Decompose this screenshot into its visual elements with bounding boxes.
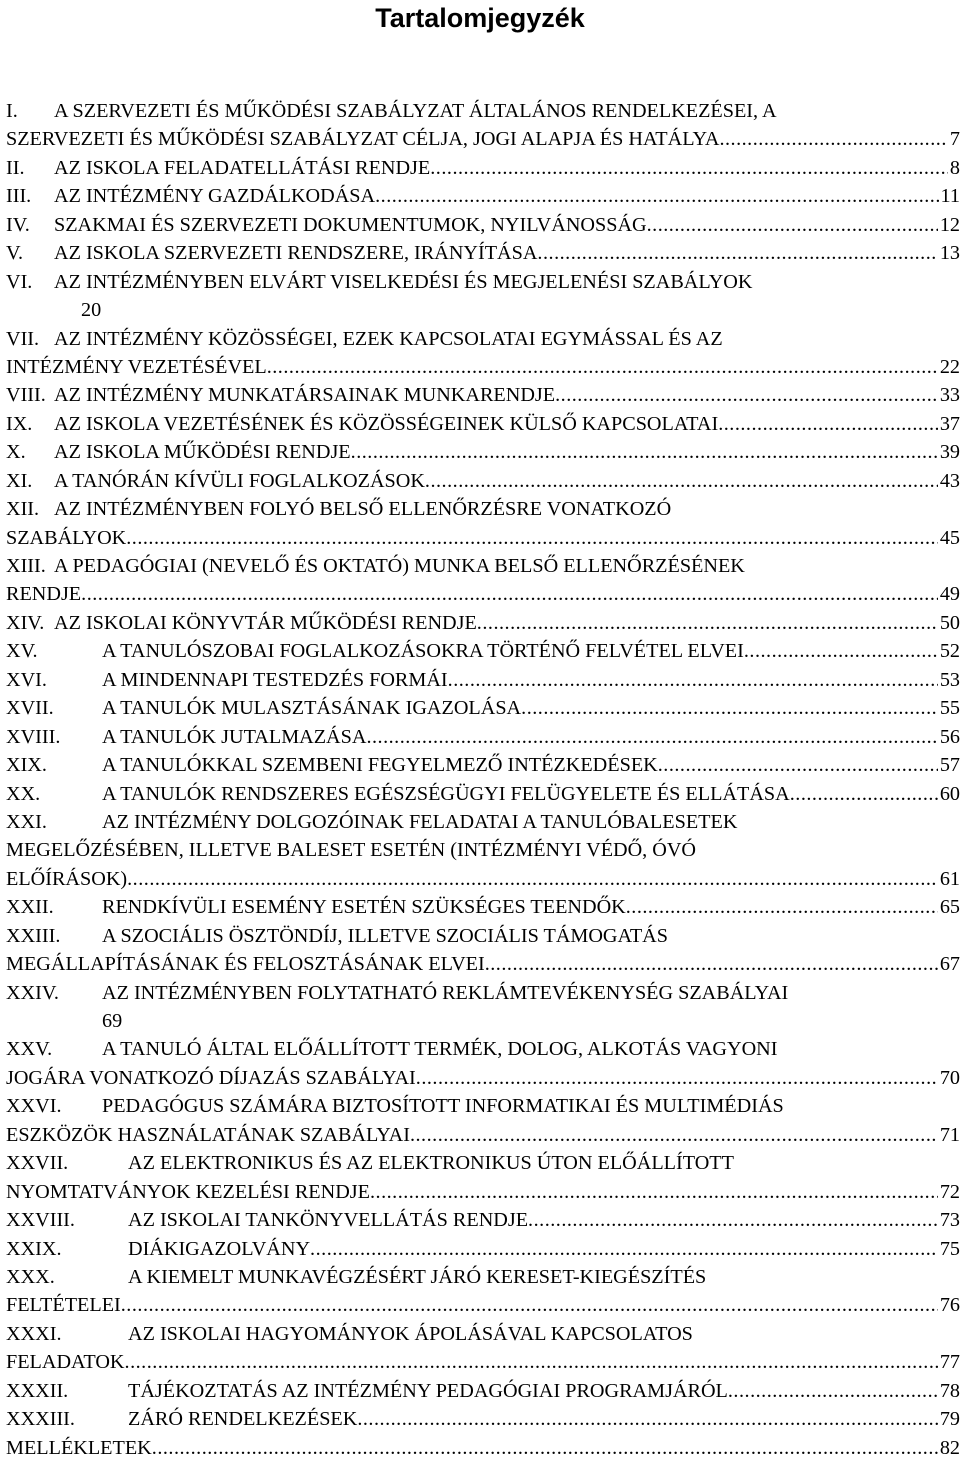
toc-entry-title: AZ ISKOLA FELADATELLÁTÁSI RENDJE xyxy=(54,156,431,179)
dot-leader xyxy=(370,1181,938,1203)
dot-leader xyxy=(425,470,938,492)
toc-entry-line xyxy=(6,1121,960,1149)
toc-entry-number: I. xyxy=(6,100,18,122)
toc-entry-title: SZAKMAI ÉS SZERVEZETI DOKUMENTUMOK, NYILVÁNOSSÁG xyxy=(54,213,647,236)
toc-entry[interactable] xyxy=(6,979,960,1036)
toc-entry-title: RENDJE xyxy=(6,583,82,606)
toc-entry-page-number: 22 xyxy=(939,355,960,378)
toc-entry-line xyxy=(6,239,960,267)
toc-entry[interactable] xyxy=(6,1405,960,1433)
dot-leader xyxy=(626,896,938,918)
toc-entry-page-number: 12 xyxy=(939,213,960,236)
toc-entry-title: A TANULÓK RENDSZERES EGÉSZSÉGÜGYI FELÜGYELETE ÉS ELLÁTÁSA xyxy=(102,782,790,805)
toc-entry-number: XVIII. xyxy=(6,725,61,748)
dot-leader xyxy=(528,1209,938,1231)
toc-entry[interactable] xyxy=(6,1206,960,1234)
toc-entry-line xyxy=(6,666,960,694)
toc-entry-line xyxy=(6,211,960,239)
toc-entry-line xyxy=(6,1178,960,1206)
toc-entry-line xyxy=(6,268,960,296)
dot-leader xyxy=(81,583,938,605)
toc-entry-title: A SZOCIÁLIS ÖSZTÖNDÍJ, ILLETVE SZOCIÁLIS TÁMOGATÁS xyxy=(102,924,668,947)
toc-entry[interactable] xyxy=(6,552,960,609)
toc-entry-title: DIÁKIGAZOLVÁNY xyxy=(128,1237,311,1260)
toc-entry[interactable] xyxy=(6,182,960,210)
toc-entry-line xyxy=(6,381,960,409)
toc-entry[interactable] xyxy=(6,780,960,808)
toc-entry[interactable] xyxy=(6,723,960,751)
dot-leader xyxy=(477,612,938,634)
toc-entry-title: MEGÁLLAPÍTÁSÁNAK ÉS FELOSZTÁSÁNAK ELVEI xyxy=(6,953,485,976)
toc-entry[interactable] xyxy=(6,1320,960,1377)
toc-entry-title: AZ ISKOLAI KÖNYVTÁR MŰKÖDÉSI RENDJE xyxy=(54,611,477,634)
toc-entry-number: XV. xyxy=(6,640,38,663)
toc-entry-title: A PEDAGÓGIAI (NEVELŐ ÉS OKTATÓ) MUNKA BELSŐ ELLENŐRZÉSÉNEK xyxy=(54,555,745,577)
toc-entry-line xyxy=(6,580,960,608)
dot-leader xyxy=(375,185,938,207)
toc-entry-title: AZ ISKOLAI TANKÖNYVELLÁTÁS RENDJE xyxy=(128,1209,529,1232)
toc-entry-line xyxy=(6,410,960,438)
toc-entry-line xyxy=(6,1149,960,1177)
toc-entry-line xyxy=(6,694,960,722)
toc-entry-line xyxy=(6,1235,960,1263)
toc-entry-page-number: 76 xyxy=(939,1294,960,1317)
toc-entry-title: PEDAGÓGUS SZÁMÁRA BIZTOSÍTOTT INFORMATIKAI ÉS MULTIMÉDIÁS xyxy=(102,1095,784,1118)
toc-entry-line xyxy=(6,495,960,523)
toc-entry-title: A SZERVEZETI ÉS MŰKÖDÉSI SZABÁLYZAT ÁLTALÁNOS RENDELKEZÉSEI, A xyxy=(54,100,777,122)
toc-entry-number: XXI. xyxy=(6,810,47,833)
toc-entry-number: XXXI. xyxy=(6,1322,62,1345)
toc-entry-line xyxy=(6,97,960,125)
toc-entry-title: AZ INTÉZMÉNY KÖZÖSSÉGEI, EZEK KAPCSOLATAI EGYMÁSSAL ÉS AZ xyxy=(54,327,723,350)
toc-entry-title: AZ ISKOLA SZERVEZETI RENDSZERE, IRÁNYÍTÁSA xyxy=(54,242,538,265)
toc-entry[interactable] xyxy=(6,893,960,921)
toc-entry-line xyxy=(6,1035,960,1063)
toc-entry-line xyxy=(6,808,960,836)
toc-entry-line xyxy=(6,637,960,665)
toc-entry-line xyxy=(6,353,960,381)
dot-leader xyxy=(126,527,938,549)
toc-entry[interactable] xyxy=(6,609,960,637)
toc-entry-number: XXIX. xyxy=(6,1237,62,1260)
toc-entry[interactable] xyxy=(6,211,960,239)
toc-entry[interactable] xyxy=(6,239,960,267)
toc-entry-number: VIII. xyxy=(6,384,46,407)
toc-entry-page-number: 77 xyxy=(939,1351,960,1374)
toc-entry-page-number: 53 xyxy=(939,668,960,691)
toc-entry[interactable] xyxy=(6,922,960,979)
table-of-contents xyxy=(6,97,960,1462)
toc-entry-number: VI. xyxy=(6,270,33,293)
toc-entry-line xyxy=(6,467,960,495)
dot-leader xyxy=(658,754,938,776)
dot-leader xyxy=(790,783,938,805)
dot-leader xyxy=(416,1067,938,1089)
toc-entry-number: VII. xyxy=(6,327,40,350)
toc-entry-title: A TANULÓ ÁLTAL ELŐÁLLÍTOTT TERMÉK, DOLOG, ALKOTÁS VAGYONI xyxy=(102,1038,778,1061)
toc-entry-number: XIX. xyxy=(6,754,47,777)
toc-entry-page-number: 60 xyxy=(939,782,960,805)
toc-entry-line xyxy=(6,1092,960,1120)
toc-entry-title: A TANULÓK MULASZTÁSÁNAK IGAZOLÁSA xyxy=(102,697,522,720)
toc-entry-page-number: 49 xyxy=(939,583,960,606)
toc-entry[interactable] xyxy=(6,1235,960,1263)
toc-entry-number: XXXII. xyxy=(6,1379,69,1402)
toc-entry-line xyxy=(6,950,960,978)
toc-entry-title: AZ INTÉZMÉNYBEN FOLYÓ BELSŐ ELLENŐRZÉSRE VONATKOZÓ xyxy=(54,498,672,521)
toc-entry[interactable] xyxy=(6,97,960,154)
dot-leader xyxy=(430,157,948,179)
toc-entry-title: RENDKÍVÜLI ESEMÉNY ESETÉN SZÜKSÉGES TEENDŐK xyxy=(102,896,626,919)
toc-entry[interactable] xyxy=(6,1092,960,1149)
dot-leader xyxy=(267,356,938,378)
toc-entry-line xyxy=(6,922,960,950)
toc-entry-line xyxy=(6,1348,960,1376)
toc-entry-title: A MINDENNAPI TESTEDZÉS FORMÁI xyxy=(102,668,448,691)
toc-entry-title: A TANÓRÁN KÍVÜLI FOGLALKOZÁSOK xyxy=(54,469,425,492)
page-title: Tartalomjegyzék xyxy=(375,3,585,33)
toc-entry-title: SZERVEZETI ÉS MŰKÖDÉSI SZABÁLYZAT CÉLJA, JOGI ALAPJA ÉS HATÁLYA xyxy=(6,128,720,151)
dot-leader xyxy=(485,953,938,975)
toc-entry-page-number: 20 xyxy=(81,299,102,322)
toc-entry-title: ELŐÍRÁSOK) xyxy=(6,867,128,890)
toc-entry-page-number: 11 xyxy=(940,185,960,208)
toc-entry-page-number: 8 xyxy=(949,156,960,179)
toc-entry-line xyxy=(6,1291,960,1319)
dot-leader xyxy=(127,868,938,890)
toc-entry-number: V. xyxy=(6,242,24,265)
toc-entry[interactable] xyxy=(6,694,960,722)
toc-entry-page-number: 69 xyxy=(102,1010,123,1032)
toc-entry-line xyxy=(6,780,960,808)
toc-entry[interactable] xyxy=(6,1263,960,1320)
toc-entry-title: SZABÁLYOK xyxy=(6,526,127,549)
toc-entry-page-number: 39 xyxy=(939,441,960,464)
toc-entry-page-number: 70 xyxy=(939,1066,960,1089)
toc-entry-number: XI. xyxy=(6,469,33,492)
toc-entry-page-number: 33 xyxy=(939,384,960,407)
dot-leader xyxy=(351,441,938,463)
toc-entry-number: III. xyxy=(6,185,32,208)
toc-entry[interactable] xyxy=(6,154,960,182)
dot-leader xyxy=(718,413,938,435)
toc-entry-line xyxy=(6,1263,960,1291)
toc-entry-title: AZ ISKOLAI HAGYOMÁNYOK ÁPOLÁSÁVAL KAPCSOLATOS xyxy=(128,1322,693,1345)
dot-leader xyxy=(448,669,938,691)
toc-entry[interactable] xyxy=(6,666,960,694)
toc-entry-number: XVII. xyxy=(6,697,54,720)
toc-entry-number: IX. xyxy=(6,412,33,435)
toc-entry-number: X. xyxy=(6,441,26,464)
dot-leader xyxy=(555,384,938,406)
toc-entry-number: XXIV. xyxy=(6,981,59,1004)
toc-entry-page-number: 43 xyxy=(939,469,960,492)
toc-entry[interactable] xyxy=(6,637,960,665)
toc-entry-title: FELTÉTELEI xyxy=(6,1294,121,1317)
toc-entry-number: XXII. xyxy=(6,896,54,919)
toc-entry-title: AZ INTÉZMÉNYBEN FOLYTATHATÓ REKLÁMTEVÉKENYSÉG SZABÁLYAI xyxy=(102,981,789,1004)
toc-entry-title: FELADATOK xyxy=(6,1351,125,1374)
toc-entry-title: A KIEMELT MUNKAVÉGZÉSÉRT JÁRÓ KERESET-KIEGÉSZÍTÉS xyxy=(128,1265,707,1288)
toc-entry-title: AZ INTÉZMÉNY MUNKATÁRSAINAK MUNKARENDJE xyxy=(54,384,556,407)
toc-entry-page-number: 45 xyxy=(939,526,960,549)
dot-leader xyxy=(125,1351,938,1373)
toc-entry[interactable] xyxy=(6,751,960,779)
toc-entry-title: MEGELŐZÉSÉBEN, ILLETVE BALESET ESETÉN (INTÉZMÉNYI VÉDŐ, ÓVÓ xyxy=(6,839,697,862)
toc-entry-line xyxy=(6,723,960,751)
toc-entry-line xyxy=(6,865,960,893)
toc-entry-title: AZ INTÉZMÉNYBEN ELVÁRT VISELKEDÉSI ÉS MEGJELENÉSI SZABÁLYOK xyxy=(54,270,753,293)
toc-entry-page-number: 50 xyxy=(939,611,960,634)
toc-entry[interactable] xyxy=(6,410,960,438)
toc-entry-line xyxy=(6,836,960,864)
toc-entry[interactable] xyxy=(6,438,960,466)
toc-entry-page-number: 67 xyxy=(939,953,960,976)
toc-entry-page-number: 79 xyxy=(939,1408,960,1431)
toc-entry-title: AZ ISKOLA MŰKÖDÉSI RENDJE xyxy=(54,441,351,464)
toc-entry[interactable] xyxy=(6,808,960,893)
toc-entry-page-number: 78 xyxy=(939,1379,960,1402)
toc-entry[interactable] xyxy=(6,1149,960,1206)
toc-entry[interactable] xyxy=(6,325,960,382)
toc-entry-line xyxy=(6,1320,960,1348)
toc-entry-title: JOGÁRA VONATKOZÓ DÍJAZÁS SZABÁLYAI xyxy=(6,1066,416,1089)
toc-entry-page-number: 13 xyxy=(939,242,960,265)
toc-entry-page-number: 73 xyxy=(939,1209,960,1232)
toc-entry-page-number: 71 xyxy=(939,1123,960,1146)
toc-entry-number: XXVIII. xyxy=(6,1209,75,1232)
toc-entry-title: AZ INTÉZMÉNY GAZDÁLKODÁSA xyxy=(54,185,376,208)
toc-entry[interactable] xyxy=(6,467,960,495)
dot-leader xyxy=(357,1408,937,1430)
toc-entry-line xyxy=(6,524,960,552)
toc-entry-page-number: 61 xyxy=(939,867,960,890)
toc-entry-page-number: 52 xyxy=(939,640,960,663)
toc-entry[interactable] xyxy=(6,495,960,552)
toc-entry-title: A TANULÓKKAL SZEMBENI FEGYELMEZŐ INTÉZKEDÉSEK xyxy=(102,754,658,777)
toc-entry-page-number: 75 xyxy=(939,1237,960,1260)
toc-entry-title: AZ ISKOLA VEZETÉSÉNEK ÉS KÖZÖSSÉGEINEK KÜLSŐ KAPCSOLATAI xyxy=(54,412,719,435)
toc-entry-number: XII. xyxy=(6,498,40,521)
toc-entry-page-number: 82 xyxy=(939,1436,960,1459)
toc-entry-line xyxy=(6,182,960,210)
toc-entry-number: XIII. xyxy=(6,555,46,577)
toc-entry-line xyxy=(6,751,960,779)
toc-entry-line xyxy=(6,1064,960,1092)
toc-entry-number: XXVI. xyxy=(6,1095,62,1118)
toc-entry-page-number: 7 xyxy=(949,128,960,151)
toc-entry-number: IV. xyxy=(6,213,30,236)
toc-entry-title: A TANULÓK JUTALMAZÁSA xyxy=(102,725,367,748)
toc-entry-title: ESZKÖZÖK HASZNÁLATÁNAK SZABÁLYAI xyxy=(6,1123,410,1146)
toc-entry[interactable] xyxy=(6,268,960,325)
toc-entry-line xyxy=(6,1405,960,1433)
toc-entry-line xyxy=(6,609,960,637)
toc-entry-number: XXIII. xyxy=(6,924,61,947)
toc-entry-page-number: 72 xyxy=(939,1180,960,1203)
toc-entry-page-number: 65 xyxy=(939,896,960,919)
dot-leader xyxy=(121,1294,938,1316)
toc-entry-line xyxy=(6,296,960,324)
toc-entry-title: MELLÉKLETEK xyxy=(6,1436,152,1459)
toc-entry-title: INTÉZMÉNY VEZETÉSÉVEL xyxy=(6,355,267,378)
toc-entry-number: II. xyxy=(6,156,25,179)
toc-entry-number: XXVII. xyxy=(6,1152,69,1175)
toc-entry-title: AZ ELEKTRONIKUS ÉS AZ ELEKTRONIKUS ÚTON ELŐÁLLÍTOTT xyxy=(128,1152,734,1175)
toc-entry-line xyxy=(6,438,960,466)
toc-entry-title: NYOMTATVÁNYOK KEZELÉSI RENDJE xyxy=(6,1180,370,1203)
toc-entry-page-number: 37 xyxy=(939,412,960,435)
toc-entry-title: AZ INTÉZMÉNY DOLGOZÓINAK FELADATAI A TANULÓBALESETEK xyxy=(102,810,738,833)
toc-entry-line xyxy=(6,125,960,153)
dot-leader xyxy=(310,1238,938,1260)
toc-entry-page-number: 57 xyxy=(939,754,960,777)
toc-entry-title: A TANULÓSZOBAI FOGLALKOZÁSOKRA TÖRTÉNŐ FELVÉTEL ELVEI xyxy=(102,640,744,663)
toc-entry-line xyxy=(6,893,960,921)
toc-entry[interactable] xyxy=(6,381,960,409)
toc-entry-number: XXV. xyxy=(6,1038,53,1061)
dot-leader xyxy=(521,697,938,719)
toc-entry-number: XXX. xyxy=(6,1265,55,1288)
dot-leader xyxy=(728,1380,938,1402)
toc-entry-line xyxy=(6,154,960,182)
toc-entry[interactable] xyxy=(6,1035,960,1092)
dot-leader xyxy=(410,1124,938,1146)
dot-leader xyxy=(366,726,937,748)
toc-entry-page-number: 56 xyxy=(939,725,960,748)
toc-entry-number: XVI. xyxy=(6,668,47,691)
toc-entry-line xyxy=(6,325,960,353)
dot-leader xyxy=(647,214,938,236)
toc-entry-line xyxy=(6,552,960,580)
toc-entry-number: XIV. xyxy=(6,611,45,634)
toc-entry-title: TÁJÉKOZTATÁS AZ INTÉZMÉNY PEDAGÓGIAI PROGRAMJÁRÓL xyxy=(128,1379,728,1402)
toc-entry-page-number: 55 xyxy=(939,697,960,720)
dot-leader xyxy=(744,640,938,662)
toc-entry-title: ZÁRÓ RENDELKEZÉSEK xyxy=(128,1408,358,1431)
dot-leader xyxy=(152,1437,938,1459)
toc-entry-number: XX. xyxy=(6,782,41,805)
toc-entry-number: XXXIII. xyxy=(6,1408,75,1431)
toc-entry-line xyxy=(6,1007,960,1035)
toc-entry-line xyxy=(6,1377,960,1405)
toc-entry-line xyxy=(6,979,960,1007)
toc-entry[interactable] xyxy=(6,1377,960,1405)
dot-leader xyxy=(719,128,947,150)
toc-entry-line xyxy=(6,1206,960,1234)
dot-leader xyxy=(537,242,937,264)
